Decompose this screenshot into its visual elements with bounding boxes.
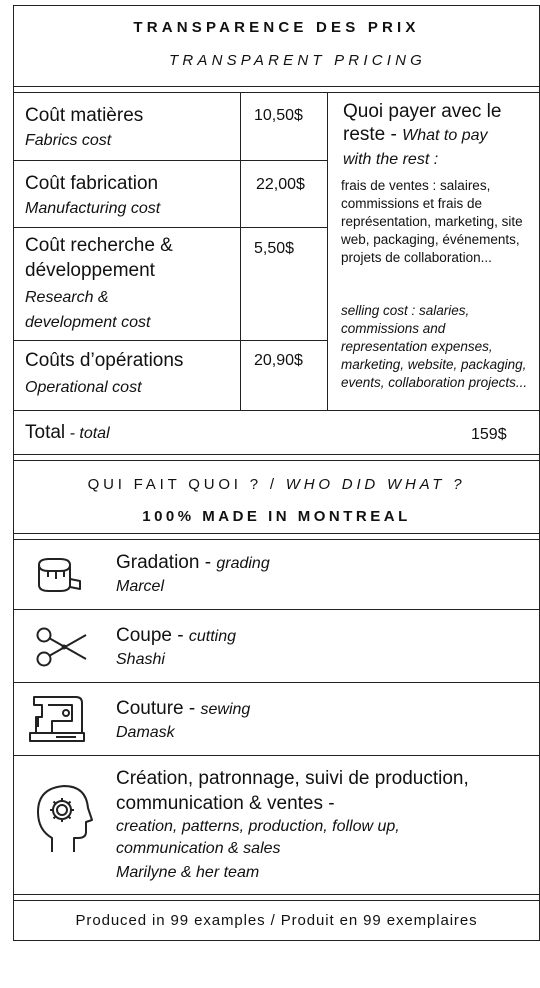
title-fr: TRANSPARENCE DES PRIX: [133, 19, 420, 36]
divider: [14, 609, 539, 610]
divider: [14, 92, 539, 93]
role-fr: Gradation: [116, 552, 200, 573]
divider: [14, 410, 539, 411]
divider: [14, 894, 539, 895]
role-en: creation, patterns, production, follow up, communication & sales: [116, 818, 400, 857]
total-label-fr: Total: [25, 422, 66, 443]
measuring-tape-icon: [34, 555, 82, 595]
rest-heading-line: Quoi payer avec le: [343, 101, 502, 122]
rest-heading-fr: reste -: [343, 124, 397, 145]
cost-label-en: development cost: [25, 314, 151, 331]
cost-amount: 5,50$: [254, 240, 295, 257]
who-title-fr: QUI FAIT QUOI ?: [87, 476, 262, 493]
made-in-montreal: 100% MADE IN MONTREAL: [142, 508, 411, 525]
divider: [14, 755, 539, 756]
who-title-en: WHO DID WHAT ?: [285, 476, 466, 493]
footer-text: Produced in 99 examples / Produit en 99 exemplaires: [75, 912, 478, 929]
sewing-machine-icon: [26, 693, 88, 745]
cost-label-fr: Coût recherche &: [25, 235, 173, 256]
divider: [14, 533, 539, 534]
scissors-icon: [34, 625, 90, 669]
rest-text-en: selling cost : salaries, commissions and representation expenses, marketing, website, packaging, events, collaboration projects...: [341, 303, 528, 390]
divider: [14, 460, 539, 461]
cost-label-fr: Coût fabrication: [25, 173, 159, 194]
rest-heading-en: with the rest :: [343, 151, 439, 168]
cost-label-en: Fabrics cost: [25, 132, 112, 149]
cost-amount: 22,00$: [256, 176, 305, 193]
row-divider: [14, 340, 327, 341]
role-fr: Couture: [116, 698, 184, 719]
role-person: Marilyne & her team: [116, 864, 260, 881]
cost-label-en: Research &: [25, 289, 109, 306]
cost-label-fr: Coût matières: [25, 105, 144, 126]
row-divider: [14, 227, 327, 228]
title-en: TRANSPARENT PRICING: [168, 52, 427, 69]
price-card: [13, 5, 540, 941]
total-label: Total - total: [25, 422, 110, 443]
cost-label-fr: développement: [25, 260, 155, 281]
role-title: Gradation - grading: [116, 552, 270, 573]
divider: [14, 900, 539, 901]
column-divider: [327, 92, 328, 410]
head-gear-icon: [34, 782, 94, 856]
role-en: cutting: [188, 628, 237, 645]
role-en: grading: [216, 555, 270, 572]
who-title: QUI FAIT QUOI ? / WHO DID WHAT ?: [87, 476, 466, 493]
divider: [14, 539, 539, 540]
role-title: Coupe - cutting: [116, 625, 237, 646]
column-divider: [240, 92, 241, 410]
cost-amount: 10,50$: [254, 107, 303, 124]
divider: [14, 454, 539, 455]
role-person: Marcel: [116, 578, 165, 595]
cost-label-en: Manufacturing cost: [25, 200, 161, 217]
cost-amount: 20,90$: [254, 352, 303, 369]
role-person: Damask: [116, 724, 175, 741]
role-fr: Coupe: [116, 625, 172, 646]
role-title: Couture - sewing: [116, 698, 251, 719]
cost-label-fr: Coûts d’opérations: [25, 350, 184, 371]
role-en: sewing: [200, 701, 251, 718]
rest-heading: [343, 100, 501, 171]
row-divider: [14, 160, 327, 161]
rest-text-fr: frais de ventes : salaires, commissions et frais de représentation, marketing, site web, packaging, événements, projets de collaboration...: [341, 178, 523, 265]
divider: [14, 86, 539, 87]
total-label-en: total: [79, 425, 110, 442]
rest-heading-en: What to pay: [402, 127, 488, 144]
divider: [14, 682, 539, 683]
total-amount: 159$: [471, 426, 507, 443]
role-person: Shashi: [116, 651, 165, 668]
cost-label-en: Operational cost: [25, 379, 142, 396]
role-title: Création, patronnage, suivi de production, communication & ventes -: [116, 768, 469, 814]
